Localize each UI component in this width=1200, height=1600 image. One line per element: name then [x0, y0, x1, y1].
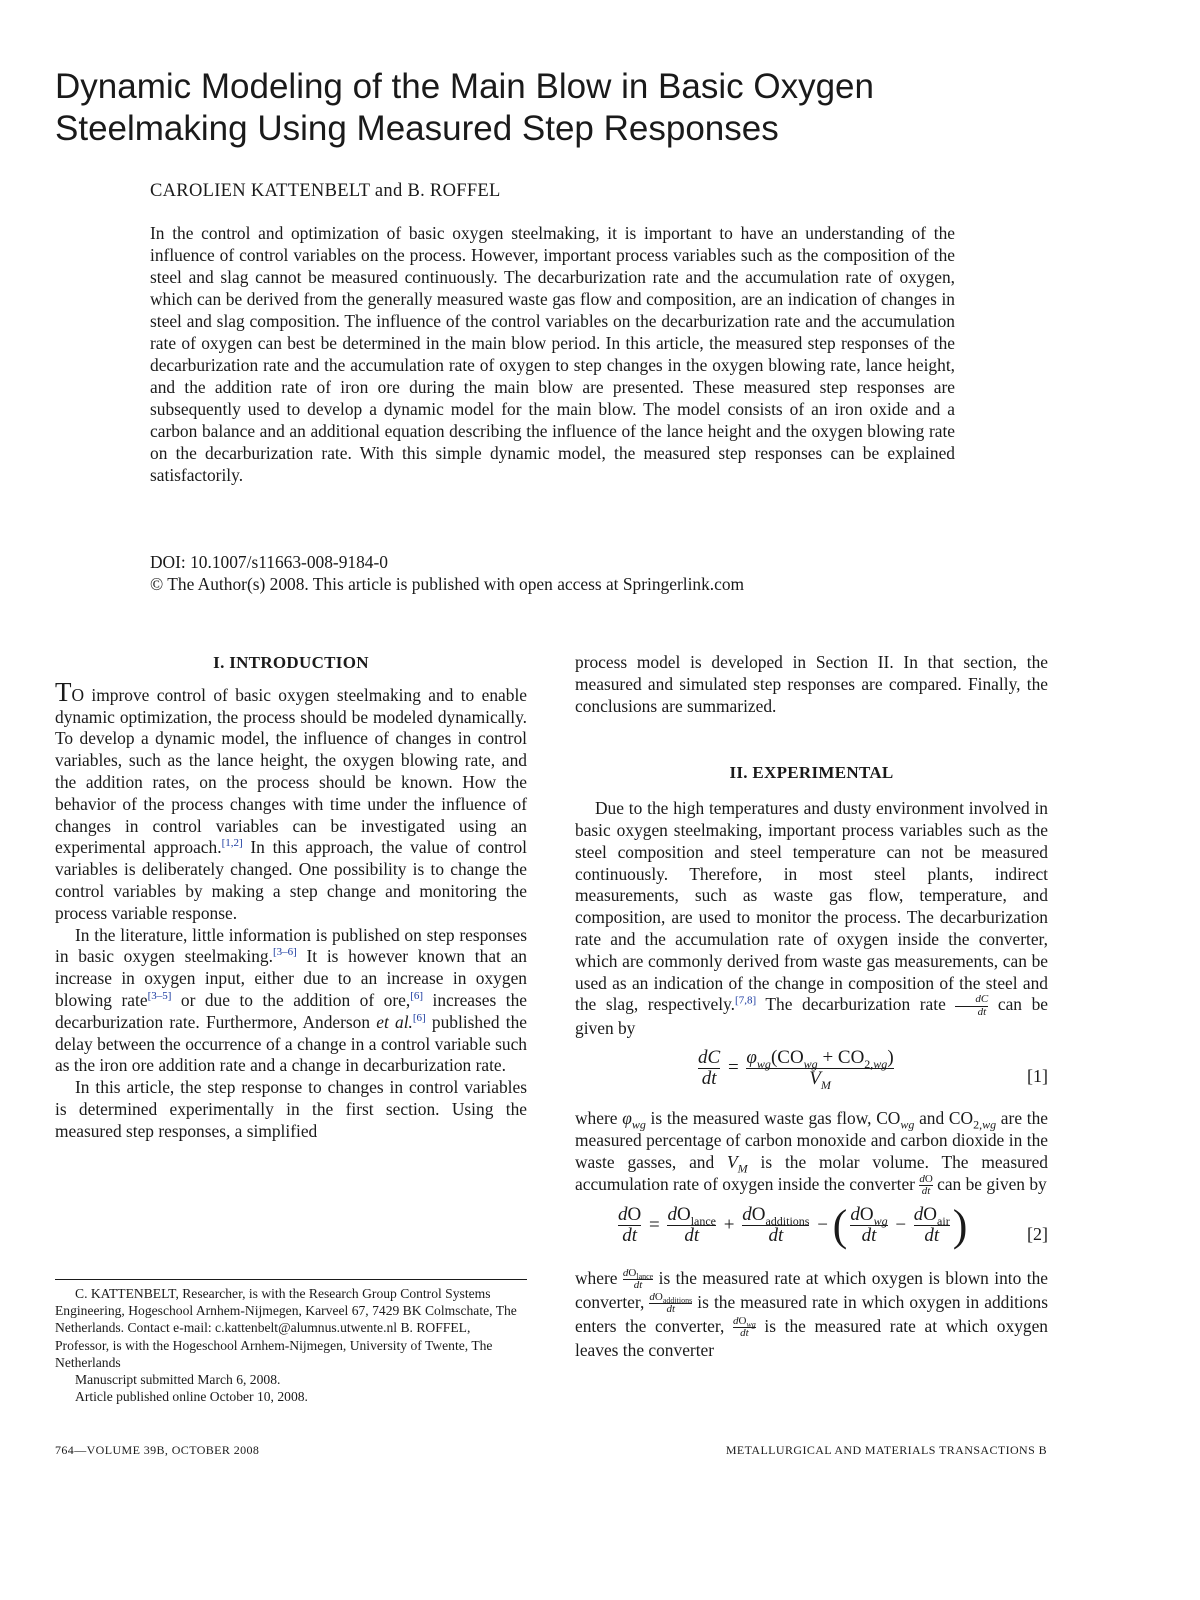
introduction-heading: I. INTRODUCTION — [213, 653, 369, 672]
experimental-paragraph-1: Due to the high temperatures and dusty environment involved in basic oxygen steelmaking, important process variables such as the steel composition and steel temperature can not be measured continuously. Therefore, in most steel plants, indirect measurements, such as waste gas flow, temperature, and composition, are used to monitor the process. The decarburization rate and the accumulation rate of oxygen inside the converter, which are commonly derived from waste gas measurements, can be used as an indication of the change in composition of the steel and the slag, respectively.[7,8] The decarburization rate $\frac{dC}{dt}$ can be given by — [575, 798, 1048, 1039]
experimental-paragraph-2: where $\varphi_{wg}$ is the measured waste gas flow, $CO_{wg}$ and $CO_{2,wg}$ are the measured percentage of carbon monoxide and carbon dioxide in the waste gasses, and $V_M$ is the molar volume. The measured accumulation rate of oxygen inside the converter $\frac{dO}{dt}$ can be given by — [575, 1108, 1048, 1198]
equation-2: $\frac{dO}{dt}$ = $\frac{dO_{lance}}{dt}$ + $\frac{dO_{additions}}{dt}$ − ( $\frac{dO_{wg}}{dt}$ − $\frac{dO_{air}}{dt}$ ) [2] — [618, 1200, 1048, 1250]
citation-link[interactable]: [6] — [412, 1011, 426, 1024]
dc-dt-inline: $\frac{dC}{dt}$ — [955, 994, 988, 1018]
footer-volume: 764—VOLUME 39B, OCTOBER 2008 — [55, 1443, 260, 1457]
experimental-heading: II. EXPERIMENTAL — [729, 763, 894, 783]
footnote-submitted: Manuscript submitted March 6, 2008. — [75, 1372, 281, 1388]
title-line-2: Steelmaking Using Measured Step Responses — [55, 109, 779, 148]
equation-1: $\frac{dC}{dt}$ = $\frac{\varphi_{wg}(CO_{wg} + CO_{2,wg})}{V_M}$ [1] — [698, 1047, 1048, 1092]
citation-link[interactable]: [3–6] — [272, 946, 297, 959]
intro-paragraph-3: In this article, the step response to changes in control variables is determined experimentally in the first section. Using the measured step responses, a simplified — [55, 1077, 527, 1141]
authors: CAROLIEN KATTENBELT and B. ROFFEL — [150, 181, 501, 201]
do-dt-inline: $\frac{dO}{dt}$ — [919, 1172, 933, 1198]
title-line-1: Dynamic Modeling of the Main Blow in Basic Oxygen — [55, 67, 874, 106]
equation-1-number: [1] — [1027, 1066, 1048, 1087]
left-column — [55, 652, 527, 1143]
citation-link[interactable]: [1,2] — [221, 837, 243, 850]
citation-link[interactable]: [7,8] — [735, 994, 757, 1007]
citation-link[interactable]: [6] — [410, 990, 424, 1003]
experimental-paragraph-3: where $\frac{dO_{lance}}{dt}$ is the measured rate at which oxygen is blown into the converter, $\frac{dO_{additions}}{dt}$ is the measured rate in which oxygen in additions enters the converter, $\frac{dO_{wg}}{dt}$ is the measured rate at which oxygen leaves the converter — [575, 1266, 1049, 1361]
intro-paragraph-2: In the literature, little information is published on step responses in basic oxygen steelmaking.[3–6] It is however known that an increase in oxygen input, either due to an increase in oxygen blowing rate[3–5] or due to the addition of ore,[6] increases the decarburization rate. Furthermore, Anderson et al.[6] published the delay between the occurrence of a change in a control variable such as the iron ore addition rate and a change in decarburization rate. — [55, 924, 527, 1076]
footnote-published: Article published online October 10, 2008. — [75, 1389, 308, 1405]
abstract: In the control and optimization of basic oxygen steelmaking, it is important to have an understanding of the influence of control variables on the process. However, important process variables such as the composition of the steel and slag cannot be measured continuously. The decarburization rate and the accumulation rate of oxygen, which can be derived from the generally measured waste gas flow and composition, are an indication of changes in steel and slag composition. The influence of the control variables on the decarburization rate and the accumulation rate of oxygen can best be determined in the main blow period. In this article, the measured step responses of the decarburization rate and the accumulation rate of oxygen to step changes in the oxygen blowing rate, lance height, and the addition rate of iron ore during the main blow are presented. These measured step responses are subsequently used to develop a dynamic model for the main blow. The model consists of an iron oxide and a carbon balance and an additional equation describing the influence of the lance height and the oxygen blowing rate on the decarburization rate. With this simple dynamic model, the measured step responses can be explained satisfactorily. — [150, 223, 955, 485]
citation-link[interactable]: [3–5] — [147, 990, 172, 1003]
doi-block — [150, 551, 744, 595]
equation-2-number: [2] — [1027, 1223, 1048, 1244]
footnote — [55, 1279, 527, 1405]
copyright: © The Author(s) 2008. This article is published with open access at Springerlink.com — [150, 574, 745, 594]
footer-journal: METALLURGICAL AND MATERIALS TRANSACTIONS B — [725, 1443, 1047, 1457]
intro-paragraph-1: TO improve control of basic oxygen steelmaking and to enable dynamic optimization, the process should be modeled dynamically. To develop a dynamic model, the influence of changes in control variables, such as the lance height, the oxygen blowing rate, and the addition rates, on the process should be known. How the behavior of the process changes with time under the influence of changes in control variables can be investigated using an experimental approach.[1,2] In this approach, the value of control variables is deliberately changed. One possibility is to change the control variables by making a step change and monitoring the process variable response. — [55, 676, 528, 923]
footnote-affiliations: C. KATTENBELT, Researcher, is with the Research Group Control Systems Engineering, Hogeschool Arnhem-Nijmegen, Karveel 67, 7429 BK Colmschate, The Netherlands. Contact e-mail: c.kattenbelt@alumnus.utwente.nl B. ROFFEL, Professor, is with the Hogeschool Arnhem-Nijmegen, University of Twente, The Netherlands — [55, 1286, 517, 1370]
doi: DOI: 10.1007/s11663-008-9184-0 — [150, 552, 388, 572]
right-column — [575, 652, 1048, 1362]
article-title — [55, 66, 1055, 150]
drop-cap: T — [55, 676, 72, 707]
intro-continuation: process model is developed in Section II. In that section, the measured and simulated step responses are compared. Finally, the conclusions are summarized. — [575, 652, 1048, 716]
